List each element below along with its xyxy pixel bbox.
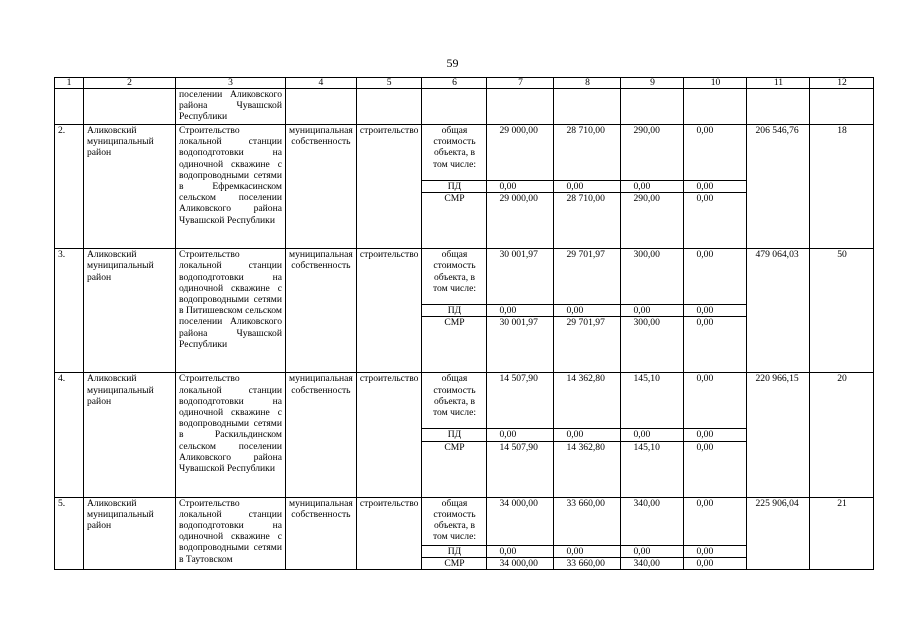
cost-value: 28 710,00 (554, 125, 621, 181)
cost-value: 30 001,97 (487, 249, 554, 305)
header-cell: 2 (84, 78, 176, 89)
cost-value: 0,00 (684, 193, 747, 249)
cost-value: 14 362,80 (554, 441, 621, 497)
cost-value: 0,00 (684, 373, 747, 429)
object-row (55, 373, 874, 429)
cost-value: 0,00 (684, 497, 747, 545)
cost-value: 29 701,97 (554, 249, 621, 305)
cost-value: 28 710,00 (554, 193, 621, 249)
cost-label: ПД (422, 429, 487, 441)
count-value: 18 (810, 125, 874, 249)
object-row (55, 497, 874, 545)
cost-label-total: общая стоимость объекта, в том числе: (422, 497, 487, 545)
page-number: 59 (446, 56, 459, 70)
cost-value: 0,00 (487, 305, 554, 317)
row-number: 3. (55, 249, 84, 373)
header-cell: 9 (621, 78, 684, 89)
investment-table (54, 77, 874, 570)
capacity-value: 225 906,04 (747, 497, 810, 569)
ownership-form: муниципальная собственность (286, 249, 357, 373)
header-cell: 10 (684, 78, 747, 89)
cost-value: 340,00 (621, 497, 684, 545)
cost-value: 0,00 (684, 125, 747, 181)
continuation-description: поселении Аликовского района Чувашской Республики (176, 89, 286, 125)
header-cell: 3 (176, 78, 286, 89)
cost-value: 145,10 (621, 441, 684, 497)
cost-value: 0,00 (684, 249, 747, 305)
object-description: Строительство локальной станции водоподготовки на одиночной скважине с водопроводными сетями в Ефремкасинском сельском поселении Аликовского района Чувашской Республики (176, 125, 286, 249)
cost-value: 0,00 (487, 429, 554, 441)
object-description: Строительство локальной станции водоподготовки на одиночной скважине с водопроводными сетями в Питишевском сельском поселении Аликовского района Чувашской Республики (176, 249, 286, 373)
cost-value: 33 660,00 (554, 497, 621, 545)
cost-label: СМР (422, 193, 487, 249)
ownership-form: муниципальная собственность (286, 373, 357, 497)
cost-value: 14 507,90 (487, 441, 554, 497)
cost-value: 29 000,00 (487, 193, 554, 249)
cost-value: 290,00 (621, 193, 684, 249)
cost-value: 0,00 (684, 557, 747, 569)
cost-label: СМР (422, 441, 487, 497)
header-cell: 5 (356, 78, 422, 89)
work-type: строительство (356, 497, 422, 569)
count-value: 21 (810, 497, 874, 569)
capacity-value: 206 546,76 (747, 125, 810, 249)
ownership-form: муниципальная собственность (286, 125, 357, 249)
cost-value: 0,00 (621, 305, 684, 317)
cost-value: 0,00 (554, 305, 621, 317)
count-value: 20 (810, 373, 874, 497)
object-description: Строительство локальной станции водоподготовки на одиночной скважине с водопроводными сетями в Таутовском (176, 497, 286, 569)
cost-label: СМР (422, 317, 487, 373)
district-name: Аликовский муниципальный район (84, 373, 176, 497)
cost-label-total: общая стоимость объекта, в том числе: (422, 125, 487, 181)
cost-value: 0,00 (684, 545, 747, 557)
cost-value: 0,00 (554, 181, 621, 193)
cost-value: 34 000,00 (487, 557, 554, 569)
cost-value: 14 507,90 (487, 373, 554, 429)
work-type: строительство (356, 125, 422, 249)
header-cell: 8 (554, 78, 621, 89)
header-cell: 7 (487, 78, 554, 89)
capacity-value: 479 064,03 (747, 249, 810, 373)
capacity-value: 220 966,15 (747, 373, 810, 497)
cost-value: 14 362,80 (554, 373, 621, 429)
header-cell: 11 (747, 78, 810, 89)
cost-value: 0,00 (621, 545, 684, 557)
object-row (55, 249, 874, 305)
count-value: 50 (810, 249, 874, 373)
continuation-row (55, 89, 874, 125)
cost-value: 0,00 (487, 181, 554, 193)
district-name: Аликовский муниципальный район (84, 497, 176, 569)
cost-value: 0,00 (684, 317, 747, 373)
header-cell: 12 (810, 78, 874, 89)
district-name: Аликовский муниципальный район (84, 249, 176, 373)
header-cell: 6 (422, 78, 487, 89)
cost-value: 0,00 (684, 181, 747, 193)
object-row (55, 125, 874, 181)
cost-value: 300,00 (621, 249, 684, 305)
cost-value: 0,00 (684, 305, 747, 317)
cost-value: 0,00 (554, 429, 621, 441)
cost-value: 0,00 (554, 545, 621, 557)
cost-value: 340,00 (621, 557, 684, 569)
cost-label: ПД (422, 305, 487, 317)
cost-label: ПД (422, 545, 487, 557)
cost-label: ПД (422, 181, 487, 193)
row-number: 2. (55, 125, 84, 249)
work-type: строительство (356, 249, 422, 373)
column-numbers-row (55, 78, 874, 89)
cost-value: 145,10 (621, 373, 684, 429)
header-cell: 4 (286, 78, 357, 89)
cost-value: 33 660,00 (554, 557, 621, 569)
cost-label-total: общая стоимость объекта, в том числе: (422, 373, 487, 429)
cost-label-total: общая стоимость объекта, в том числе: (422, 249, 487, 305)
cost-value: 0,00 (684, 441, 747, 497)
work-type: строительство (356, 373, 422, 497)
cost-label: СМР (422, 557, 487, 569)
cost-value: 29 000,00 (487, 125, 554, 181)
row-number: 5. (55, 497, 84, 569)
cost-value: 29 701,97 (554, 317, 621, 373)
district-name: Аликовский муниципальный район (84, 125, 176, 249)
cost-value: 0,00 (621, 181, 684, 193)
cost-value: 0,00 (684, 429, 747, 441)
cost-value: 34 000,00 (487, 497, 554, 545)
header-cell: 1 (55, 78, 84, 89)
cost-value: 300,00 (621, 317, 684, 373)
ownership-form: муниципальная собственность (286, 497, 357, 569)
object-description: Строительство локальной станции водоподготовки на одиночной скважине с водопроводными сетями в Раскильдинском сельском поселении Аликовского района Чувашской Республики (176, 373, 286, 497)
cost-value: 290,00 (621, 125, 684, 181)
cost-value: 30 001,97 (487, 317, 554, 373)
cost-value: 0,00 (621, 429, 684, 441)
cost-value: 0,00 (487, 545, 554, 557)
row-number: 4. (55, 373, 84, 497)
